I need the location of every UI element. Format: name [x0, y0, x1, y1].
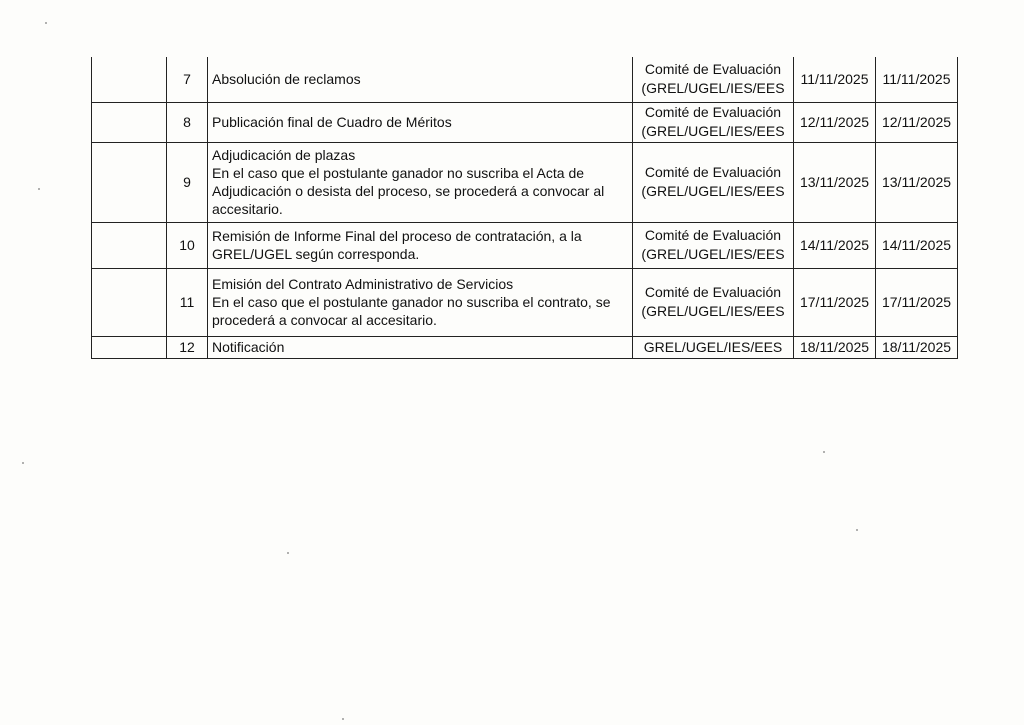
empty-cell	[92, 222, 167, 268]
activity-text: Remisión de Informe Final del proceso de contratación, a la	[212, 228, 582, 244]
start-date: 11/11/2025	[794, 57, 876, 102]
responsible-text: Comité de Evaluación	[644, 227, 782, 243]
responsible-cell	[633, 102, 794, 142]
table-row	[92, 57, 958, 102]
table-row	[92, 268, 958, 336]
activity-text: accesitario.	[212, 201, 283, 217]
start-date: 18/11/2025	[794, 336, 876, 358]
end-date: 12/11/2025	[876, 102, 958, 142]
activity-text: Adjudicación de plazas	[212, 147, 356, 163]
empty-cell	[92, 57, 167, 102]
activity-cell	[208, 336, 633, 358]
responsible-cell	[633, 57, 794, 102]
end-date: 13/11/2025	[876, 142, 958, 222]
row-number: 11	[167, 268, 208, 336]
activity-cell	[208, 268, 633, 336]
end-date: 14/11/2025	[876, 222, 958, 268]
end-date: 18/11/2025	[876, 336, 958, 358]
activity-cell	[208, 57, 633, 102]
table-row	[92, 336, 958, 358]
activity-text: Publicación final de Cuadro de Méritos	[212, 114, 452, 130]
row-number: 9	[167, 142, 208, 222]
responsible-text: GREL/UGEL/IES/EES	[643, 338, 783, 355]
schedule-table	[91, 57, 958, 359]
schedule-table-body	[92, 57, 958, 358]
start-date: 13/11/2025	[794, 142, 876, 222]
responsible-cell	[633, 222, 794, 268]
scan-speck	[342, 718, 344, 720]
responsible-text: (GREL/UGEL/IES/EES	[641, 123, 785, 139]
scan-speck	[856, 529, 858, 531]
activity-cell	[208, 142, 633, 222]
row-number: 8	[167, 102, 208, 142]
empty-cell	[92, 102, 167, 142]
scan-speck	[38, 188, 40, 190]
start-date: 17/11/2025	[794, 268, 876, 336]
scan-speck	[22, 462, 24, 464]
activity-text: Adjudicación o desista del proceso, se procederá a convocar al	[212, 183, 605, 199]
responsible-text: Comité de Evaluación	[644, 104, 782, 120]
activity-text: Notificación	[212, 339, 285, 355]
responsible-cell	[633, 142, 794, 222]
scan-speck	[287, 552, 289, 554]
scan-speck	[45, 22, 47, 24]
responsible-text: Comité de Evaluación	[644, 284, 782, 300]
end-date: 11/11/2025	[876, 57, 958, 102]
row-number: 10	[167, 222, 208, 268]
responsible-text: (GREL/UGEL/IES/EES	[641, 80, 785, 97]
activity-text: En el caso que el postulante ganador no suscriba el Acta de	[212, 165, 585, 181]
start-date: 14/11/2025	[794, 222, 876, 268]
empty-cell	[92, 336, 167, 358]
table-row	[92, 142, 958, 222]
start-date: 12/11/2025	[794, 102, 876, 142]
table-row	[92, 102, 958, 142]
responsible-cell	[633, 336, 794, 358]
responsible-text: (GREL/UGEL/IES/EES	[641, 303, 785, 319]
responsible-text: Comité de Evaluación	[644, 61, 782, 78]
activity-text: Absolución de reclamos	[212, 71, 361, 88]
activity-text: En el caso que el postulante ganador no suscriba el contrato, se	[212, 294, 611, 310]
activity-text: procederá a convocar al accesitario.	[212, 312, 437, 328]
activity-text: Emisión del Contrato Administrativo de Servicios	[212, 276, 514, 292]
empty-cell	[92, 142, 167, 222]
end-date: 17/11/2025	[876, 268, 958, 336]
responsible-text: (GREL/UGEL/IES/EES	[641, 183, 785, 199]
row-number: 12	[167, 336, 208, 358]
activity-cell	[208, 102, 633, 142]
activity-text: GREL/UGEL según corresponda.	[212, 246, 420, 262]
responsible-text: Comité de Evaluación	[644, 164, 782, 180]
empty-cell	[92, 268, 167, 336]
row-number: 7	[167, 57, 208, 102]
responsible-cell	[633, 268, 794, 336]
activity-cell	[208, 222, 633, 268]
table-row	[92, 222, 958, 268]
responsible-text: (GREL/UGEL/IES/EES	[641, 246, 785, 262]
scan-speck	[823, 451, 825, 453]
